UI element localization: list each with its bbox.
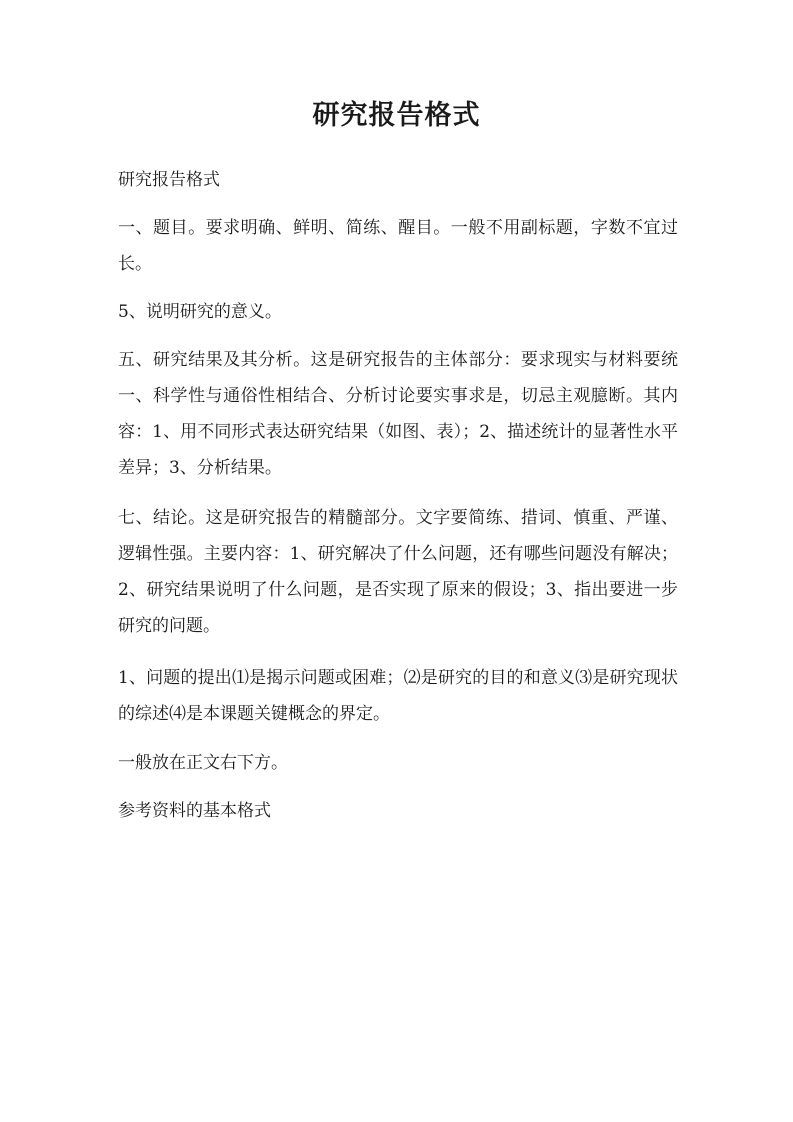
paragraph-topic: 一、题目。要求明确、鲜明、简练、醒目。一般不用副标题，字数不宜过长。	[118, 218, 678, 274]
paragraph-results-analysis: 五、研究结果及其分析。这是研究报告的主体部分：要求现实与材料要统一、科学性与通俗性相结合、分析讨论要实事求是，切忌主观臆断。其内容：1、用不同形式表达研究结果（如图、表）；2、描述统计的显著性水平差异；3、分析结果。	[118, 350, 678, 478]
paragraph-problem-statement: 1、问题的提出⑴是揭示问题或困难；⑵是研究的目的和意义⑶是研究现状的综述⑷是本课题关键概念的界定。	[118, 668, 678, 724]
paragraph-conclusion: 七、结论。这是研究报告的精髓部分。文字要简练、措词、慎重、严谨、逻辑性强。主要内容：1、研究解决了什么问题，还有哪些问题没有解决；2、研究结果说明了什么问题，是否实现了原来的假设；3、指出要进一步研究的问题。	[118, 508, 678, 636]
paragraph-placement-note: 一般放在正文右下方。	[118, 753, 288, 773]
paragraph-subtitle: 研究报告格式	[118, 170, 220, 190]
document-title: 研究报告格式	[312, 100, 481, 131]
paragraph-significance: 5、说明研究的意义。	[118, 302, 282, 322]
paragraph-references-format: 参考资料的基本格式	[118, 801, 271, 821]
